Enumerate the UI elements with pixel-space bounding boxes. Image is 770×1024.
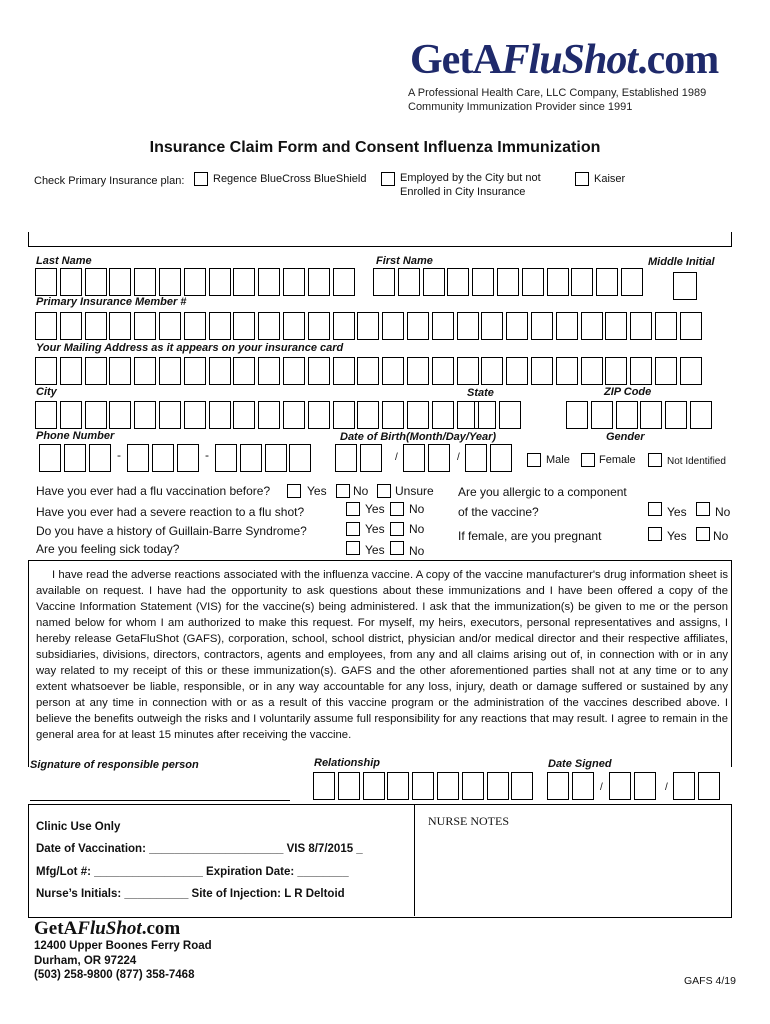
date-year-field[interactable]: [673, 772, 723, 800]
member-label: Primary Insurance Member #: [36, 296, 187, 308]
question-allergy-2: of the vaccine?: [458, 505, 539, 519]
footer-logo: GetAFluShot.com: [34, 918, 181, 939]
dob-day-field[interactable]: [403, 444, 453, 472]
form-code: GAFS 4/19: [684, 975, 736, 987]
first-name-label: First Name: [376, 255, 433, 267]
nurse-notes-label: NURSE NOTES: [428, 814, 510, 828]
plan-kaiser-checkbox[interactable]: [575, 172, 589, 186]
plan-city-checkbox[interactable]: [381, 172, 395, 186]
gender-male-checkbox[interactable]: [527, 453, 541, 467]
plan-kaiser-label: Kaiser: [594, 173, 626, 185]
q6-no-label: No: [713, 529, 729, 543]
q4-yes-label: Yes: [365, 543, 385, 557]
first-name-field[interactable]: [373, 268, 646, 296]
gender-male-label: Male: [546, 454, 570, 466]
question-guillain-barre: Do you have a history of Guillain-Barre Syndrome?: [36, 524, 307, 538]
gender-label: Gender: [606, 431, 645, 443]
plan-regence-label: Regence BlueCross BlueShield: [213, 173, 367, 185]
phone-separator-2: -: [205, 448, 209, 462]
relationship-label: Relationship: [314, 757, 381, 769]
q2-no-label: No: [409, 502, 425, 516]
date-month-field[interactable]: [547, 772, 597, 800]
city-label: City: [36, 386, 57, 398]
phone-line-field[interactable]: [215, 444, 314, 472]
date-day-field[interactable]: [609, 772, 659, 800]
q6-yes-checkbox[interactable]: [648, 527, 662, 541]
plan-prompt: Check Primary Insurance plan:: [34, 175, 185, 187]
address-label: Your Mailing Address as it appears on your insurance card: [36, 342, 344, 354]
date-separator-2: /: [665, 782, 668, 793]
clinic-frame: [28, 804, 732, 918]
signature-label: Signature of responsible person: [30, 759, 199, 771]
dob-separator: /: [395, 452, 398, 463]
phone-prefix-field[interactable]: [127, 444, 201, 472]
question-pregnant: If female, are you pregnant: [458, 529, 602, 543]
q3-yes-checkbox[interactable]: [346, 522, 360, 536]
clinic-title: Clinic Use Only: [36, 821, 121, 833]
q5-no-checkbox[interactable]: [696, 502, 710, 516]
dob-year-field[interactable]: [465, 444, 515, 472]
q4-no-label: No: [409, 544, 425, 558]
zip-field[interactable]: [566, 401, 715, 429]
footer-address-street: 12400 Upper Boones Ferry Road: [34, 940, 212, 952]
dob-separator-2: /: [457, 452, 460, 463]
q2-no-checkbox[interactable]: [390, 502, 404, 516]
relationship-field[interactable]: [313, 772, 536, 800]
gender-not-identified-checkbox[interactable]: [648, 453, 662, 467]
last-name-label: Last Name: [36, 255, 92, 267]
last-name-field[interactable]: [35, 268, 357, 296]
phone-separator: -: [117, 448, 121, 462]
phone-label: Phone Number: [36, 430, 115, 442]
q5-no-label: No: [715, 505, 731, 519]
question-prior-vaccination: Have you ever had a flu vaccination before?: [36, 484, 271, 498]
section-divider: [28, 232, 732, 247]
q3-no-label: No: [409, 522, 425, 536]
consent-text: I have read the adverse reactions associated with the influenza vaccine. A copy of the vaccine manufacturer's drug information sheet is available on request. I have had the opportunity to ask questions about these immunizations and I have been offered a copy of the Vaccine Information Statement (VIS) for the vaccine(s) being administered. I ask that the immunization(s) be given to me or the person named below for whom I am authorized to make this request. For myself, my heirs, executors, personal representatives and assigns, I hereby release GetaFluShot (GAFS), corporation, school, school district, physician and/or medical director and their respective affiliates, subsidiaries, divisions, directors, contractors, agents and employees, from any and all claims arising out of, in connection with or in any way related to my receipt of this or these immunization(s). GAFS and the other aforementioned parties shall not at any time or to any extent whatsoever be liable, responsible, or in any way accountable for any loss, injury, death or damage suffered or sustained by any person at any time in connection with or as a result of this vaccine program or the administration of the vaccines described above. I believe the benefits outweigh the risks and I voluntarily assume full responsibility for any reactions that may result. I agree to remain in the general area for at least 15 minutes after receiving the vaccine.: [36, 569, 728, 741]
date-separator: /: [600, 782, 603, 793]
q1-unsure-label: Unsure: [395, 484, 434, 498]
date-signed-label: Date Signed: [548, 758, 612, 770]
question-severe-reaction: Have you ever had a severe reaction to a flu shot?: [36, 505, 305, 519]
question-allergy: Are you allergic to a component: [458, 485, 627, 499]
q6-no-checkbox[interactable]: [696, 527, 710, 541]
page-title: Insurance Claim Form and Consent Influenza Immunization: [149, 139, 601, 156]
member-field[interactable]: [35, 312, 705, 340]
gender-not-identified-label: Not Identified: [667, 456, 726, 467]
mfg-lot-line[interactable]: Mfg/Lot #: _________________ Expiration Date: ________: [36, 866, 349, 878]
q2-yes-checkbox[interactable]: [346, 502, 360, 516]
q5-yes-checkbox[interactable]: [648, 502, 662, 516]
phone-area-field[interactable]: [39, 444, 113, 472]
nurse-initials-line[interactable]: Nurse’s Initials: __________ Site of Injection: L R Deltoid: [36, 888, 345, 900]
clinic-divider: [414, 804, 415, 916]
dob-label: Date of Birth(Month/Day/Year): [340, 431, 497, 443]
q3-yes-label: Yes: [365, 522, 385, 536]
gender-female-checkbox[interactable]: [581, 453, 595, 467]
question-feeling-sick: Are you feeling sick today?: [36, 542, 180, 556]
state-label: State: [467, 387, 494, 399]
middle-initial-label: Middle Initial: [648, 256, 715, 268]
q6-yes-label: Yes: [667, 529, 687, 543]
date-of-vaccination[interactable]: Date of Vaccination: _____________________ VIS 8/7/2015 _: [36, 843, 363, 855]
state-field[interactable]: [474, 401, 524, 429]
signature-line[interactable]: [30, 800, 290, 801]
dob-month-field[interactable]: [335, 444, 385, 472]
q2-yes-label: Yes: [365, 502, 385, 516]
address-field[interactable]: [35, 357, 705, 385]
q5-yes-label: Yes: [667, 505, 687, 519]
plan-city-label-2: Enrolled in City Insurance: [400, 186, 526, 198]
middle-initial-field[interactable]: [673, 272, 700, 300]
q4-no-checkbox[interactable]: [390, 541, 404, 555]
q1-yes-label: Yes: [307, 484, 327, 498]
q4-yes-checkbox[interactable]: [346, 541, 360, 555]
city-field[interactable]: [35, 401, 481, 429]
zip-label: ZIP Code: [604, 386, 652, 398]
footer-phone: (503) 258-9800 (877) 358-7468: [34, 969, 195, 981]
tagline-2: Community Immunization Provider since 1991: [408, 101, 633, 113]
tagline: A Professional Health Care, LLC Company, Established 1989: [408, 87, 707, 99]
footer-address-city: Durham, OR 97224: [34, 955, 137, 967]
gender-female-label: Female: [599, 454, 636, 466]
plan-city-label: Employed by the City but not: [400, 172, 541, 184]
q1-yes-checkbox[interactable]: [287, 484, 301, 498]
q1-no-checkbox[interactable]: [336, 484, 350, 498]
q1-no-label: No: [353, 484, 369, 498]
brand-logo: GetAFluShot.com: [410, 37, 719, 83]
q3-no-checkbox[interactable]: [390, 522, 404, 536]
q1-unsure-checkbox[interactable]: [377, 484, 391, 498]
plan-regence-checkbox[interactable]: [194, 172, 208, 186]
